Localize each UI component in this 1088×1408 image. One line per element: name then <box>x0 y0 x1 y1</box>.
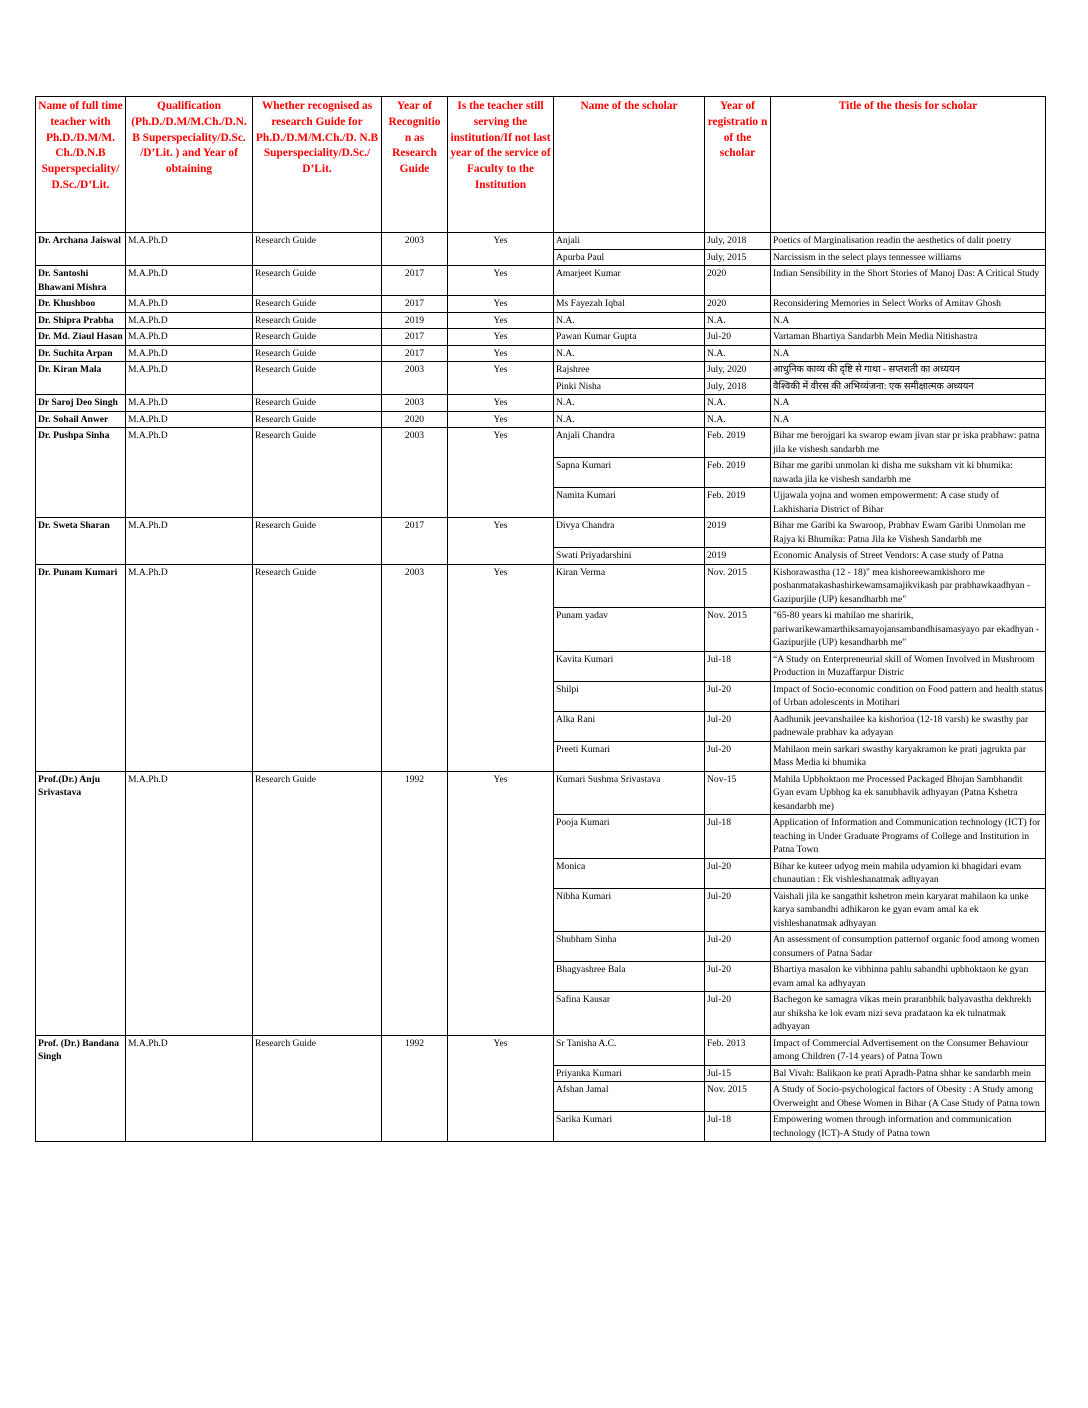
registration-year-cell: Jul-20 <box>705 962 771 992</box>
qualification-cell: M.A.Ph.D <box>126 518 253 565</box>
registration-year-cell: Feb. 2019 <box>705 488 771 518</box>
scholar-name-cell: Amarjeet Kumar <box>554 266 705 296</box>
guide-status-cell: Research Guide <box>253 564 382 771</box>
thesis-title-cell: Bachegon ke samagra vikas mein praranbhik balyavastha dekhrekh aur shiksha ke lok evam nizi seva pradataon ka ek tulnatmak adhyayan <box>771 992 1046 1036</box>
recognition-year-cell: 2017 <box>382 329 448 346</box>
serving-status-cell: Yes <box>448 411 554 428</box>
teacher-name-cell: Dr. Shipra Prabha <box>36 312 126 329</box>
scholar-name-cell: Nibha Kumari <box>554 888 705 932</box>
serving-status-cell: Yes <box>448 518 554 565</box>
registration-year-cell: Jul-18 <box>705 651 771 681</box>
serving-status-cell: Yes <box>448 296 554 313</box>
col-header-qualification: Qualification (Ph.D./D.M/M.Ch./D.N.B Superspeciality/D.Sc. /D’Lit. ) and Year of obtaining <box>126 97 253 233</box>
qualification-cell: M.A.Ph.D <box>126 362 253 395</box>
scholar-name-cell: Afshan Jamal <box>554 1082 705 1112</box>
col-header-recognised-guide: Whether recognised as research Guide for Ph.D./D.M/M.Ch./D. N.B Superspeciality/D.Sc./ D’Lit. <box>253 97 382 233</box>
thesis-title-cell: Ujjawala yojna and women empowerment: A case study of Lakhisharia District of Bihar <box>771 488 1046 518</box>
recognition-year-cell: 2017 <box>382 518 448 565</box>
registration-year-cell: Jul-20 <box>705 329 771 346</box>
serving-status-cell: Yes <box>448 233 554 266</box>
scholar-name-cell: Bhagyashree Bala <box>554 962 705 992</box>
qualification-cell: M.A.Ph.D <box>126 266 253 296</box>
thesis-title-cell: N.A <box>771 395 1046 412</box>
registration-year-cell: July, 2018 <box>705 378 771 395</box>
guide-status-cell: Research Guide <box>253 518 382 565</box>
recognition-year-cell: 2019 <box>382 312 448 329</box>
scholar-name-cell: Preeti Kumari <box>554 741 705 771</box>
qualification-cell: M.A.Ph.D <box>126 233 253 266</box>
qualification-cell: M.A.Ph.D <box>126 345 253 362</box>
guide-status-cell: Research Guide <box>253 345 382 362</box>
registration-year-cell: Nov. 2015 <box>705 608 771 652</box>
scholar-name-cell: Kumari Sushma Srivastava <box>554 771 705 815</box>
thesis-title-cell: Economic Analysis of Street Vendors: A case study of Patna <box>771 548 1046 565</box>
scholar-name-cell: N.A. <box>554 395 705 412</box>
registration-year-cell: Jul-20 <box>705 888 771 932</box>
thesis-title-cell: An assessment of consumption patternof organic food among women consumers of Patna Sadar <box>771 932 1046 962</box>
table-row <box>36 362 1046 379</box>
registration-year-cell: Nov. 2015 <box>705 564 771 608</box>
thesis-title-cell: Bihar ke kuteer udyog mein mahila udyamion ki bhagidari evam chunautian : Ek vishleshanatmak adhyayan <box>771 858 1046 888</box>
scholar-name-cell: Shilpi <box>554 681 705 711</box>
table-row <box>36 329 1046 346</box>
table-row <box>36 564 1046 608</box>
recognition-year-cell: 1992 <box>382 771 448 1035</box>
registration-year-cell: Jul-18 <box>705 1112 771 1142</box>
table-row <box>36 345 1046 362</box>
registration-year-cell: Jul-18 <box>705 815 771 859</box>
registration-year-cell: Jul-20 <box>705 681 771 711</box>
serving-status-cell: Yes <box>448 771 554 1035</box>
thesis-title-cell: Bal Vivah: Balikaon ke prati Apradh-Patna shhar ke sandarbh mein <box>771 1065 1046 1082</box>
table-row <box>36 266 1046 296</box>
registration-year-cell: 2020 <box>705 266 771 296</box>
qualification-cell: M.A.Ph.D <box>126 564 253 771</box>
table-row <box>36 296 1046 313</box>
thesis-title-cell: Impact of Commercial Advertisement on the Consumer Behaviour among Children (7-14 years) of Patna Town <box>771 1035 1046 1065</box>
serving-status-cell: Yes <box>448 329 554 346</box>
table-row <box>36 411 1046 428</box>
qualification-cell: M.A.Ph.D <box>126 312 253 329</box>
guide-status-cell: Research Guide <box>253 362 382 395</box>
serving-status-cell: Yes <box>448 312 554 329</box>
scholar-name-cell: N.A. <box>554 345 705 362</box>
table-row <box>36 1035 1046 1065</box>
thesis-title-cell: N.A <box>771 345 1046 362</box>
thesis-title-cell: Indian Sensibility in the Short Stories of Manoj Das: A Critical Study <box>771 266 1046 296</box>
guide-status-cell: Research Guide <box>253 266 382 296</box>
registration-year-cell: N.A. <box>705 411 771 428</box>
scholar-name-cell: Punam yadav <box>554 608 705 652</box>
table-row <box>36 233 1046 250</box>
registration-year-cell: Nov-15 <box>705 771 771 815</box>
recognition-year-cell: 2003 <box>382 428 448 518</box>
registration-year-cell: Jul-20 <box>705 932 771 962</box>
registration-year-cell: N.A. <box>705 312 771 329</box>
scholar-name-cell: Pawan Kumar Gupta <box>554 329 705 346</box>
registration-year-cell: Jul-20 <box>705 711 771 741</box>
recognition-year-cell: 2003 <box>382 564 448 771</box>
teacher-name-cell: Dr. Pushpa Sinha <box>36 428 126 518</box>
qualification-cell: M.A.Ph.D <box>126 296 253 313</box>
teacher-name-cell: Dr. Kiran Mala <box>36 362 126 395</box>
scholar-name-cell: Pinki Nisha <box>554 378 705 395</box>
recognition-year-cell: 1992 <box>382 1035 448 1142</box>
qualification-cell: M.A.Ph.D <box>126 428 253 518</box>
thesis-title-cell: आधुनिक काव्य की दृष्टि से गाथा - सप्तशती का अध्ययन <box>771 362 1046 379</box>
thesis-title-cell: Vaishali jila ke sangathit kshetron mein karyarat mahilaon ka unke karya sambandhi adhikaron ke gyan evam amal ka ek vishleshanatmak adhyayan <box>771 888 1046 932</box>
guide-status-cell: Research Guide <box>253 329 382 346</box>
registration-year-cell: July, 2020 <box>705 362 771 379</box>
scholar-name-cell: N.A. <box>554 411 705 428</box>
scholar-name-cell: Rajshree <box>554 362 705 379</box>
teacher-name-cell: Dr. Sohail Anwer <box>36 411 126 428</box>
guide-status-cell: Research Guide <box>253 1035 382 1142</box>
thesis-title-cell: Impact of Socio-economic condition on Food pattern and health status of Urban adolescents in Motihari <box>771 681 1046 711</box>
registration-year-cell: July, 2015 <box>705 249 771 266</box>
serving-status-cell: Yes <box>448 428 554 518</box>
scholar-name-cell: Sr Tanisha A.C. <box>554 1035 705 1065</box>
thesis-title-cell: Mahila Upbhoktaon me Processed Packaged Bhojan Sambhandit Gyan evam Upbhog ka ek sanubhavik adhyayan (Patna Kshetra kesandarbh me) <box>771 771 1046 815</box>
table-row <box>36 312 1046 329</box>
col-header-still-serving: Is the teacher still serving the institution/If not last year of the service of Faculty to the Institution <box>448 97 554 233</box>
recognition-year-cell: 2020 <box>382 411 448 428</box>
thesis-title-cell: Bihar me garibi unmolan ki disha me suksham vit ki bhumika: nawada jila ke vishesh sandarbh me <box>771 458 1046 488</box>
research-guide-table <box>35 96 1046 1142</box>
serving-status-cell: Yes <box>448 345 554 362</box>
scholar-name-cell: Sarika Kumari <box>554 1112 705 1142</box>
recognition-year-cell: 2017 <box>382 345 448 362</box>
thesis-title-cell: Narcissism in the select plays tennessee williams <box>771 249 1046 266</box>
serving-status-cell: Yes <box>448 1035 554 1142</box>
recognition-year-cell: 2003 <box>382 233 448 266</box>
col-header-year-recognition: Year of Recognitio n as Research Guide <box>382 97 448 233</box>
scholar-name-cell: Swati Priyadarshini <box>554 548 705 565</box>
serving-status-cell: Yes <box>448 266 554 296</box>
qualification-cell: M.A.Ph.D <box>126 1035 253 1142</box>
registration-year-cell: 2020 <box>705 296 771 313</box>
teacher-name-cell: Dr. Sweta Sharan <box>36 518 126 565</box>
guide-status-cell: Research Guide <box>253 296 382 313</box>
registration-year-cell: Jul-20 <box>705 858 771 888</box>
teacher-name-cell: Dr. Suchita Arpan <box>36 345 126 362</box>
registration-year-cell: N.A. <box>705 345 771 362</box>
registration-year-cell: 2019 <box>705 518 771 548</box>
scholar-name-cell: Safina Kausar <box>554 992 705 1036</box>
col-header-scholar-name: Name of the scholar <box>554 97 705 233</box>
scholar-name-cell: Kavita Kumari <box>554 651 705 681</box>
table-row <box>36 518 1046 548</box>
thesis-title-cell: “A Study on Enterpreneurial skill of Women Involved in Mushroom Production in Muzaffarpur Distric <box>771 651 1046 681</box>
scholar-name-cell: Priyanka Kumari <box>554 1065 705 1082</box>
thesis-title-cell: Reconsidering Memories in Select Works of Amitav Ghosh <box>771 296 1046 313</box>
thesis-title-cell: Bihar me berojgari ka swarop ewam jivan star pr iska prabhaw: patna jila ke vishesh sandarbh me <box>771 428 1046 458</box>
scholar-name-cell: Ms Fayezah Iqbal <box>554 296 705 313</box>
thesis-title-cell: Mahilaon mein sarkari swasthy karyakramon ke prati jagrukta par Mass Media ki bhumika <box>771 741 1046 771</box>
header-row <box>36 97 1046 233</box>
thesis-title-cell: Empowering women through information and communication technology (ICT)-A Study of Patna town <box>771 1112 1046 1142</box>
thesis-title-cell: वैश्विकी में वीरस की अभिव्यंजना: एक समीक्षात्मक अध्ययन <box>771 378 1046 395</box>
recognition-year-cell: 2003 <box>382 362 448 395</box>
qualification-cell: M.A.Ph.D <box>126 329 253 346</box>
scholar-name-cell: Pooja Kumari <box>554 815 705 859</box>
teacher-name-cell: Dr. Archana Jaiswal <box>36 233 126 266</box>
thesis-title-cell: N.A <box>771 312 1046 329</box>
recognition-year-cell: 2017 <box>382 266 448 296</box>
teacher-name-cell: Dr. Khushboo <box>36 296 126 313</box>
guide-status-cell: Research Guide <box>253 312 382 329</box>
registration-year-cell: 2019 <box>705 548 771 565</box>
registration-year-cell: Feb. 2019 <box>705 458 771 488</box>
qualification-cell: M.A.Ph.D <box>126 411 253 428</box>
col-header-registration-year: Year of registratio n of the scholar <box>705 97 771 233</box>
registration-year-cell: Jul-20 <box>705 741 771 771</box>
scholar-name-cell: Anjali <box>554 233 705 250</box>
guide-status-cell: Research Guide <box>253 771 382 1035</box>
col-header-teacher-name: Name of full time teacher with Ph.D./D.M/M. Ch./D.N.B Superspeciality/ D.Sc./D’Lit. <box>36 97 126 233</box>
teacher-name-cell: Dr. Md. Ziaul Hasan <box>36 329 126 346</box>
table-row <box>36 428 1046 458</box>
recognition-year-cell: 2003 <box>382 395 448 412</box>
table-row <box>36 771 1046 815</box>
thesis-title-cell: Poetics of Marginalisation readin the aesthetics of dalit poetry <box>771 233 1046 250</box>
serving-status-cell: Yes <box>448 362 554 395</box>
teacher-name-cell: Dr. Santoshi Bhawani Mishra <box>36 266 126 296</box>
table-body <box>36 233 1046 1142</box>
registration-year-cell: Nov. 2015 <box>705 1082 771 1112</box>
teacher-name-cell: Prof. (Dr.) Bandana Singh <box>36 1035 126 1142</box>
serving-status-cell: Yes <box>448 564 554 771</box>
thesis-title-cell: Application of Information and Communication technology (ICT) for teaching in Under Graduate Programs of College and Institution in Patna Town <box>771 815 1046 859</box>
teacher-name-cell: Dr Saroj Deo Singh <box>36 395 126 412</box>
guide-status-cell: Research Guide <box>253 395 382 412</box>
scholar-name-cell: Divya Chandra <box>554 518 705 548</box>
scholar-name-cell: Namita Kumari <box>554 488 705 518</box>
thesis-title-cell: Vartaman Bhartiya Sandarbh Mein Media Nitishastra <box>771 329 1046 346</box>
table-row <box>36 395 1046 412</box>
guide-status-cell: Research Guide <box>253 233 382 266</box>
registration-year-cell: Feb. 2013 <box>705 1035 771 1065</box>
thesis-title-cell: Bihar me Garibi ka Swaroop, Prabhav Ewam Garibi Unmolan me Rajya ki Bhumika: Patna Jila ke Vishesh Sandarbh me <box>771 518 1046 548</box>
serving-status-cell: Yes <box>448 395 554 412</box>
thesis-title-cell: Kishorawastha (12 - 18)" mea kishoreewamkishoro me poshanmatakashashirkewamsamajikvikash par prabhawkaadhyan - Gazipurjile (UP) kesandharbh me" <box>771 564 1046 608</box>
scholar-name-cell: Alka Rani <box>554 711 705 741</box>
thesis-title-cell: "65-80 years ki mahilao me sharirik, pariwarikewamarthiksamayojansambandhisamasyayo par ekadhyan -Gazipurjile (UP) kesandharbh me" <box>771 608 1046 652</box>
qualification-cell: M.A.Ph.D <box>126 395 253 412</box>
registration-year-cell: Jul-15 <box>705 1065 771 1082</box>
col-header-thesis-title: Title of the thesis for scholar <box>771 97 1046 233</box>
qualification-cell: M.A.Ph.D <box>126 771 253 1035</box>
guide-status-cell: Research Guide <box>253 428 382 518</box>
registration-year-cell: N.A. <box>705 395 771 412</box>
scholar-name-cell: Apurba Paul <box>554 249 705 266</box>
scholar-name-cell: Anjali Chandra <box>554 428 705 458</box>
registration-year-cell: Feb. 2019 <box>705 428 771 458</box>
recognition-year-cell: 2017 <box>382 296 448 313</box>
scholar-name-cell: Sapna Kumari <box>554 458 705 488</box>
scholar-name-cell: Monica <box>554 858 705 888</box>
thesis-title-cell: A Study of Socio-psychological factors of Obesity : A Study among Overweight and Obese Women in Bihar (A Case Study of Patna town <box>771 1082 1046 1112</box>
scholar-name-cell: Shubham Sinha <box>554 932 705 962</box>
thesis-title-cell: Aadhunik jeevanshailee ka kishorioa (12-18 varsh) ke swasthy par padnewale prabhav ka adyayan <box>771 711 1046 741</box>
scholar-name-cell: Kiran Verma <box>554 564 705 608</box>
scholar-name-cell: N.A. <box>554 312 705 329</box>
guide-status-cell: Research Guide <box>253 411 382 428</box>
teacher-name-cell: Prof.(Dr.) Anju Srivastava <box>36 771 126 1035</box>
registration-year-cell: July, 2018 <box>705 233 771 250</box>
thesis-title-cell: N.A <box>771 411 1046 428</box>
registration-year-cell: Jul-20 <box>705 992 771 1036</box>
teacher-name-cell: Dr. Punam Kumari <box>36 564 126 771</box>
thesis-title-cell: Bhartiya masalon ke vibhinna pahlu sabandhi upbhoktaon ke gyan evam amal ka adhyayan <box>771 962 1046 992</box>
